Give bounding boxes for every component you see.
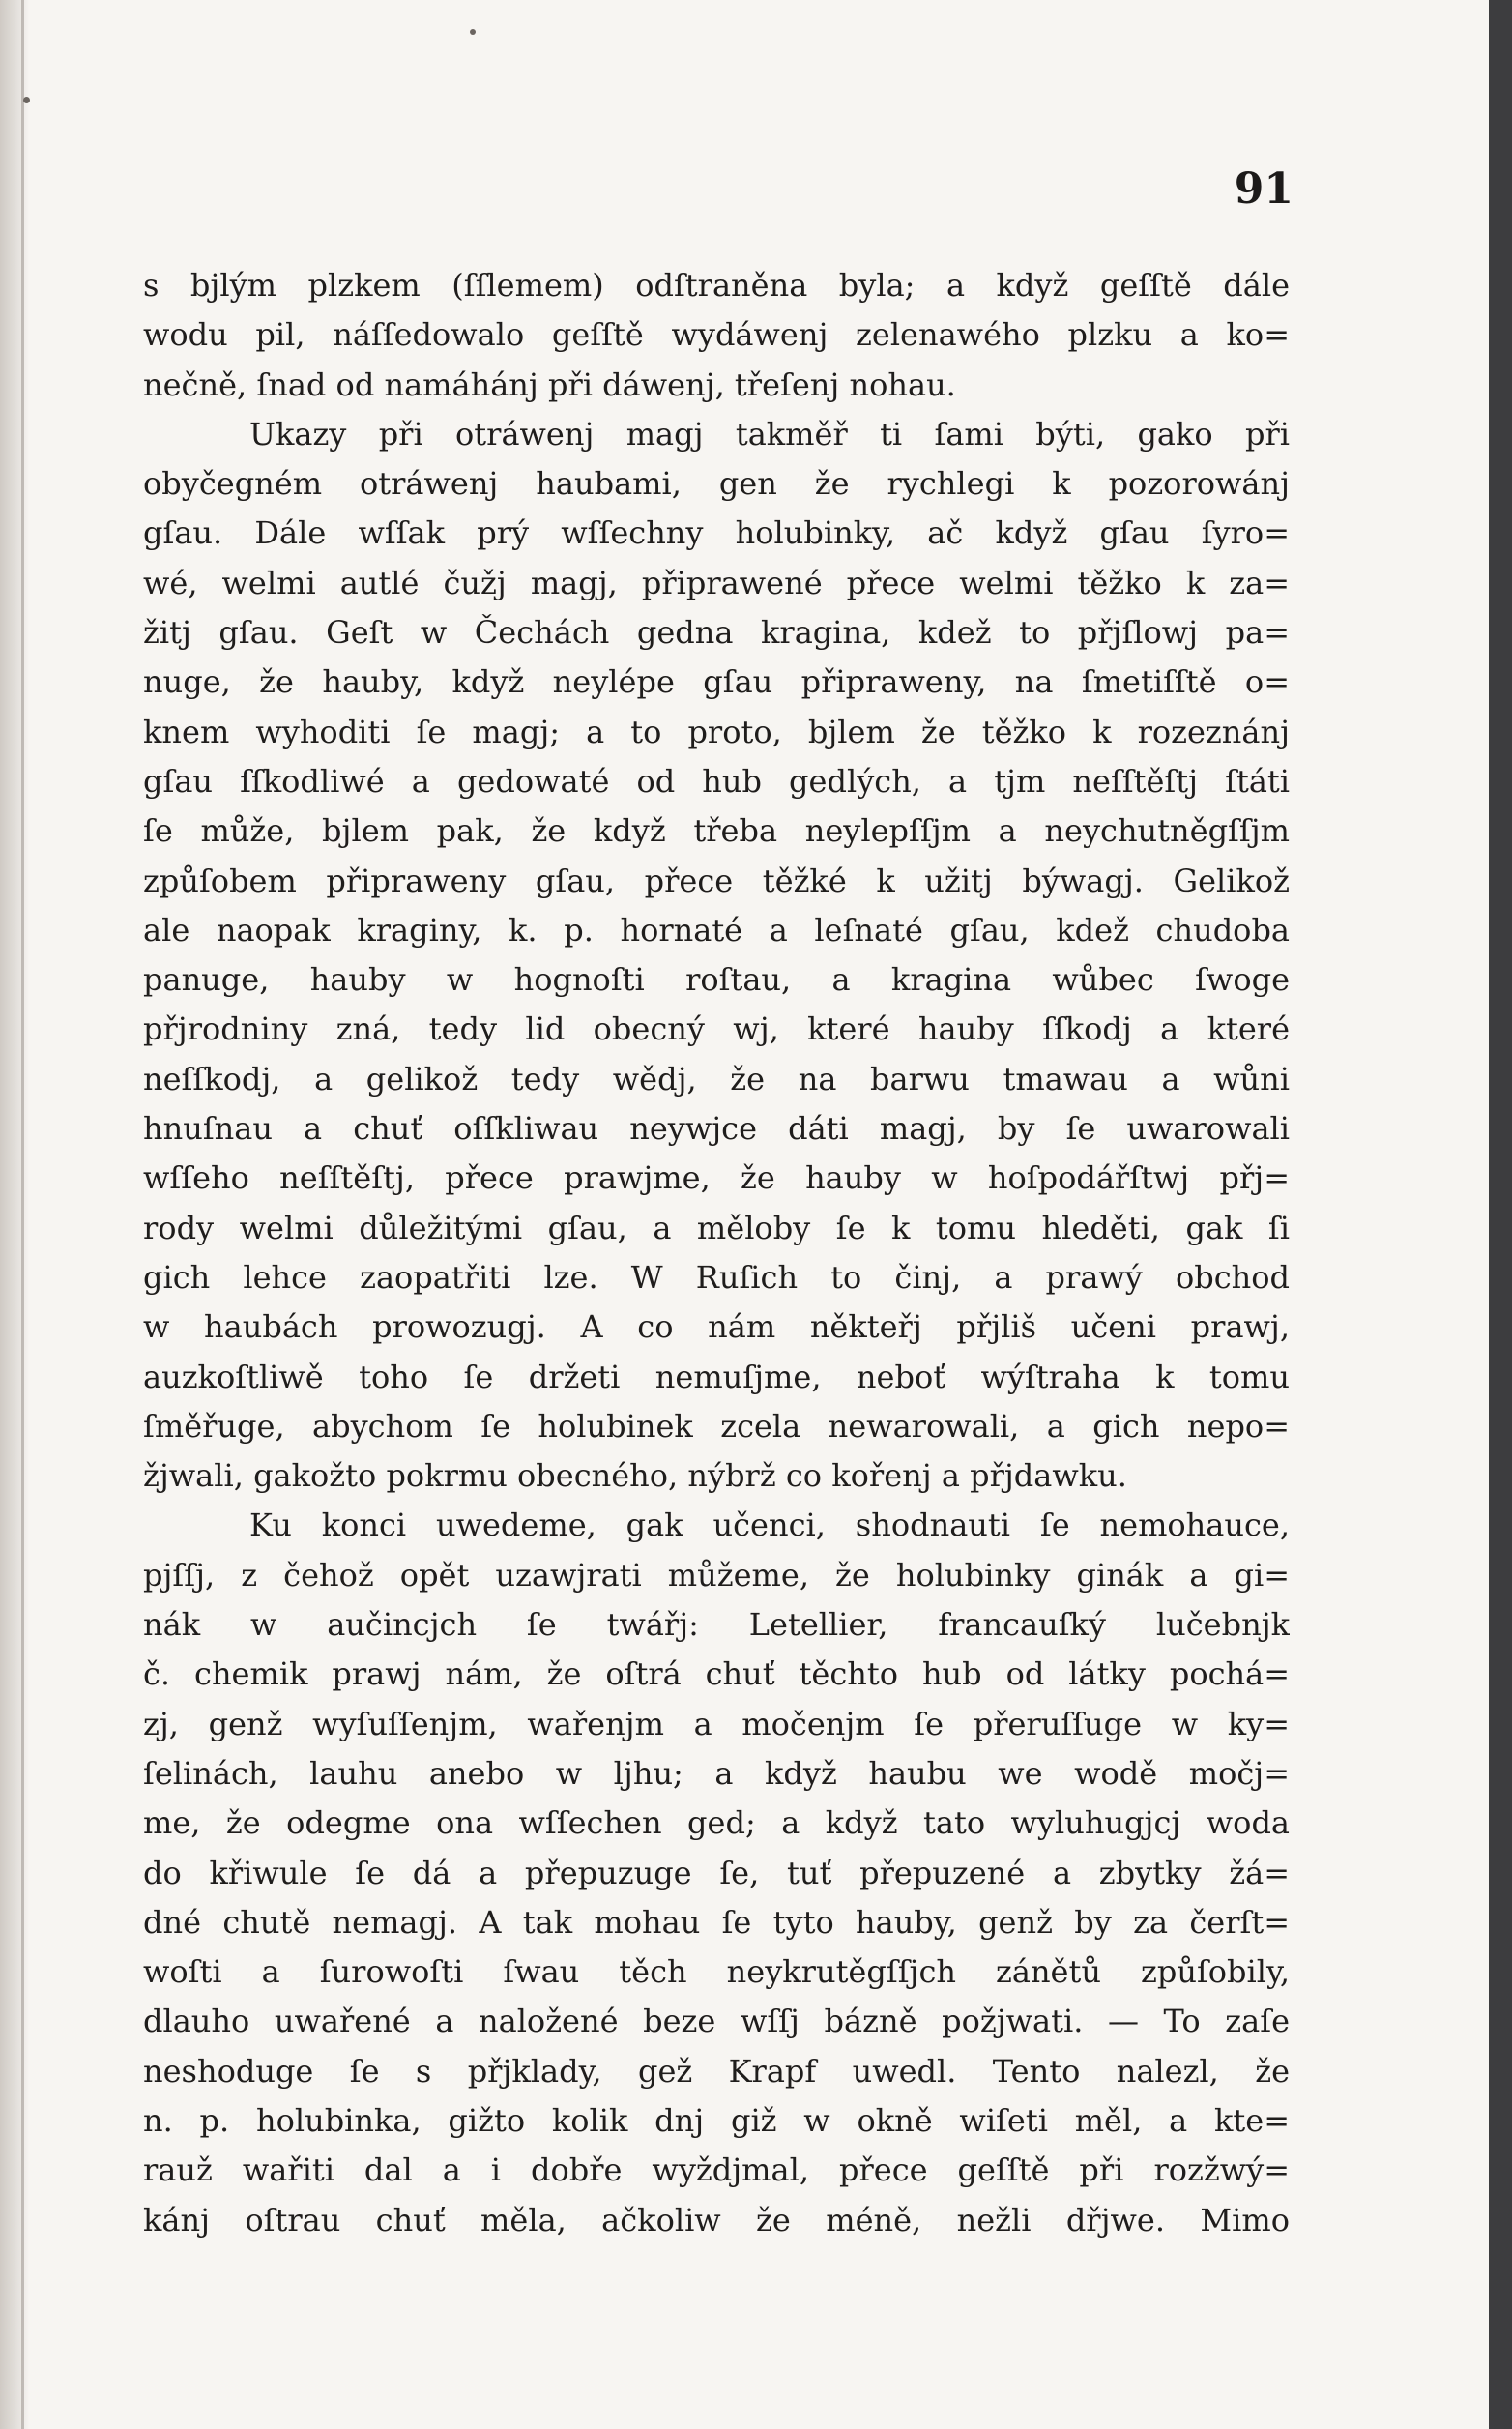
text-line: panuge, hauby w hognoſti roſtau, a kragina wůbec ſwoge bbox=[143, 961, 1290, 999]
text-line: w haubách prowozugj. A co nám někteřj přjliš učeni prawj, bbox=[143, 1308, 1290, 1346]
text-line: kánj oſtrau chuť měla, ačkoliw že méně, nežli dřjwe. Mimo bbox=[143, 2201, 1290, 2239]
text-line: ſměřuge, abychom ſe holubinek zcela newarowali, a gich nepo= bbox=[143, 1407, 1290, 1445]
text-line: rauž wařiti dal a i dobře wyždjmal, přece geſſtě při rozžwý= bbox=[143, 2151, 1290, 2189]
text-line: wodu pil, náſſedowalo geſſtě wydáwenj zelenawého plzku a ko= bbox=[143, 316, 1290, 354]
text-line: rody welmi důležitými gſau, a měloby ſe k tomu hleděti, gak ſi bbox=[143, 1209, 1290, 1246]
text-line: pjſſj, z čehož opět uzawjrati můžeme, že holubinky ginák a gi= bbox=[143, 1556, 1290, 1594]
text-line: nečně, ſnad od namáhánj při dáwenj, třeſenj nohau. bbox=[143, 366, 956, 403]
text-line: gſau ſſkodliwé a gedowaté od hub gedlých, a tjm neſſtěſtj ſtáti bbox=[143, 762, 1290, 800]
text-line: přjrodniny zná, tedy lid obecný wj, které hauby ſſkodj a které bbox=[143, 1010, 1290, 1048]
text-line: neshoduge ſe s přjklady, gež Krapf uwedl. Tento nalezl, že bbox=[143, 2052, 1290, 2090]
scan-left-binding-line bbox=[21, 0, 24, 2429]
text-line: gſau. Dále wſſak prý wſſechny holubinky, ač když gſau ſyro= bbox=[143, 514, 1290, 552]
text-line: hnuſnau a chuť oſſkliwau neywjce dáti magj, by ſe uwarowali bbox=[143, 1110, 1290, 1148]
ink-speck bbox=[23, 97, 30, 103]
text-line: dlauho uwařené a naložené beze wſſj bázně požjwati. — To zaſe bbox=[143, 2003, 1290, 2040]
text-line: žjwali, gakožto pokrmu obecného, nýbrž co kořenj a přjdawku. bbox=[143, 1457, 1127, 1495]
text-line: nuge, že hauby, když neylépe gſau připraweny, na ſmetiſſtě o= bbox=[143, 663, 1290, 701]
text-line: neſſkodj, a gelikož tedy wědj, že na barwu tmawau a wůni bbox=[143, 1060, 1290, 1097]
text-line: do křiwule ſe dá a přepuzuge ſe, tuť přepuzené a zbytky žá= bbox=[143, 1854, 1290, 1891]
text-line: auzkoſtliwě toho ſe držeti nemuſjme, neboť wýſtraha k tomu bbox=[143, 1358, 1290, 1395]
text-line: dné chutě nemagj. A tak mohau ſe tyto hauby, genž by za čerſt= bbox=[143, 1903, 1290, 1941]
ink-speck bbox=[470, 29, 476, 35]
text-line: č. chemik prawj nám, že oſtrá chuť těchto hub od látky pochá= bbox=[143, 1655, 1290, 1693]
text-line: gich lehce zaopatřiti lze. W Ruſich to činj, a prawý obchod bbox=[143, 1258, 1290, 1296]
text-line: Ku konci uwedeme, gak učenci, shodnauti ſe nemohauce, bbox=[249, 1507, 1290, 1544]
page-number: 91 bbox=[1234, 164, 1294, 214]
text-line: wſſeho neſſtěſtj, přece prawjme, že hauby w hoſpodářſtwj přj= bbox=[143, 1159, 1290, 1197]
text-line: obyčegném otráwenj haubami, gen že rychlegi k pozorowánj bbox=[143, 465, 1290, 503]
text-line: n. p. holubinka, gižto kolik dnj giž w okně wiſeti měl, a kte= bbox=[143, 2101, 1290, 2139]
text-line: wé, welmi autlé čužj magj, připrawené přece welmi těžko k za= bbox=[143, 564, 1290, 601]
scan-left-margin bbox=[0, 0, 29, 2429]
text-line: knem wyhoditi ſe magj; a to proto, bjlem že těžko k rozeznánj bbox=[143, 713, 1290, 750]
text-line: žitj gſau. Geſt w Čechách gedna kragina, kdež to přjſlowj pa= bbox=[143, 614, 1290, 652]
text-line: ſe může, bjlem pak, že když třeba neylepſſjm a neychutněgſſjm bbox=[143, 812, 1290, 850]
scan-right-border bbox=[1489, 0, 1512, 2429]
text-line: Ukazy při otráwenj magj takměř ti ſami býti, gako při bbox=[249, 415, 1290, 453]
text-line: nák w aučincjch ſe twářj: Letellier, francauſký lučebnjk bbox=[143, 1606, 1290, 1644]
text-line: s bjlým plzkem (ſſlemem) odſtraněna byla; a když geſſtě dále bbox=[143, 267, 1290, 304]
text-line: způſobem připraweny gſau, přece těžké k užitj býwagj. Gelikož bbox=[143, 862, 1290, 899]
text-line: me, že odegme ona wſſechen ged; a když tato wyluhugjcj woda bbox=[143, 1804, 1290, 1842]
text-line: zj, genž wyſuſſenjm, wařenjm a močenjm ſe přeruſſuge w ky= bbox=[143, 1705, 1290, 1742]
page-body-text bbox=[143, 261, 1290, 2245]
text-line: ale naopak kraginy, k. p. hornaté a leſnaté gſau, kdež chudoba bbox=[143, 911, 1290, 949]
text-line: woſti a ſurowoſti ſwau těch neykrutěgſſjch zánětů způſobily, bbox=[143, 1953, 1290, 1991]
text-line: ſelinách, lauhu anebo w ljhu; a když haubu we wodě močj= bbox=[143, 1754, 1290, 1792]
